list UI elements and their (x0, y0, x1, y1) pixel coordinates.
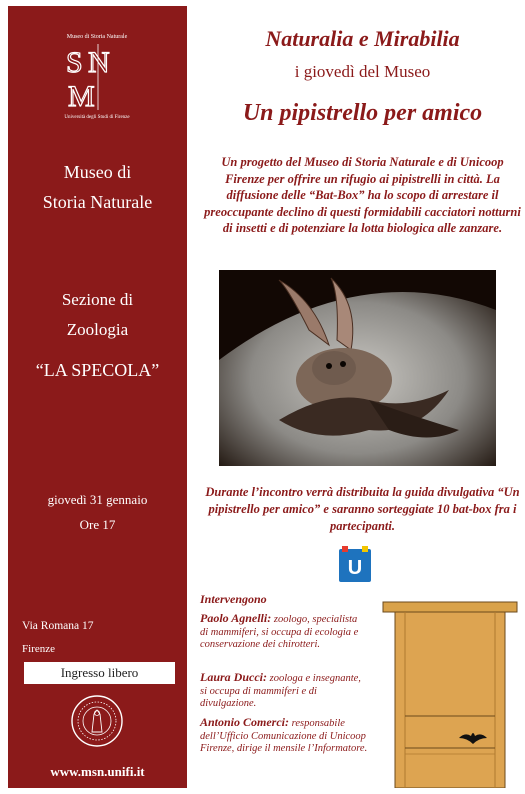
speaker-entry (200, 671, 368, 711)
university-seal-icon (70, 694, 124, 748)
svg-text:S: S (66, 46, 83, 79)
event-title: Un pipistrello per amico (242, 100, 483, 126)
speaker-desc: responsabile dell’Ufficio Comunicazione di Unicoop Firenze, dirige il mensile l’Informatore. (200, 718, 368, 754)
bat-box-illustration (379, 598, 521, 788)
speaker-entry (200, 716, 368, 756)
museum-name-line2: Storia Naturale (42, 192, 153, 212)
speaker-entry (200, 612, 368, 652)
section-line2: Zoologia (66, 320, 129, 339)
free-entry-badge: Ingresso libero (24, 662, 175, 684)
speakers-heading: Intervengono (200, 592, 267, 606)
bat-photo (219, 270, 496, 466)
speaker-name: Laura Ducci: (200, 670, 267, 684)
section-line1: Sezione di (61, 290, 134, 309)
unicoop-logo-icon (338, 545, 372, 583)
event-date: giovedì 31 gennaio (47, 492, 148, 507)
series-subtitle: i giovedì del Museo (294, 62, 431, 81)
address: Via Romana 17 (22, 620, 94, 632)
bat-illustration (219, 270, 496, 466)
speaker-desc: zoologo, specialista di mammiferi, si occupa di ecologia e conservazione dei chirotteri. (200, 614, 359, 650)
logo-university-text: Università degli Studi di Firenze (64, 115, 130, 120)
sidebar-panel (8, 6, 187, 788)
city: Firenze (22, 643, 55, 655)
museum-logo (60, 30, 134, 120)
svg-text:N: N (88, 46, 110, 79)
speaker-desc: zoologa e insegnante, si occupa di mammiferi e di divulgazione. (200, 673, 361, 709)
logo-museo-text: Museo di Storia Naturale (66, 34, 128, 40)
speaker-name: Paolo Agnelli: (200, 611, 272, 625)
svg-text:M: M (68, 80, 95, 113)
intro-paragraph: Un progetto del Museo di Storia Naturale e di Unicoop Firenze per offrire un rifugio ai pipistrelli in città. La diffusione delle “Bat-Box” ha lo scopo di arrestare il preoccupante declino di questi formidabili cacciatori notturni di insetti e di potenziare la lotta biologica alle zanzare. (204, 155, 521, 235)
speaker-name: Antonio Comerci: (200, 715, 290, 729)
svg-text:U: U (347, 557, 363, 579)
specola-label: “LA SPECOLA” (35, 360, 160, 380)
museum-name-line1: Museo di (63, 162, 132, 182)
event-note: Durante l’incontro verrà distribuita la guida divulgativa “Un pipistrello per amico” e saranno sorteggiate 10 bat-box fra i partecipanti. (205, 485, 520, 533)
series-title: Naturalia e Mirabilia (265, 26, 460, 51)
website-link[interactable]: www.msn.unifi.it (50, 764, 145, 779)
event-time: Ore 17 (79, 517, 116, 532)
